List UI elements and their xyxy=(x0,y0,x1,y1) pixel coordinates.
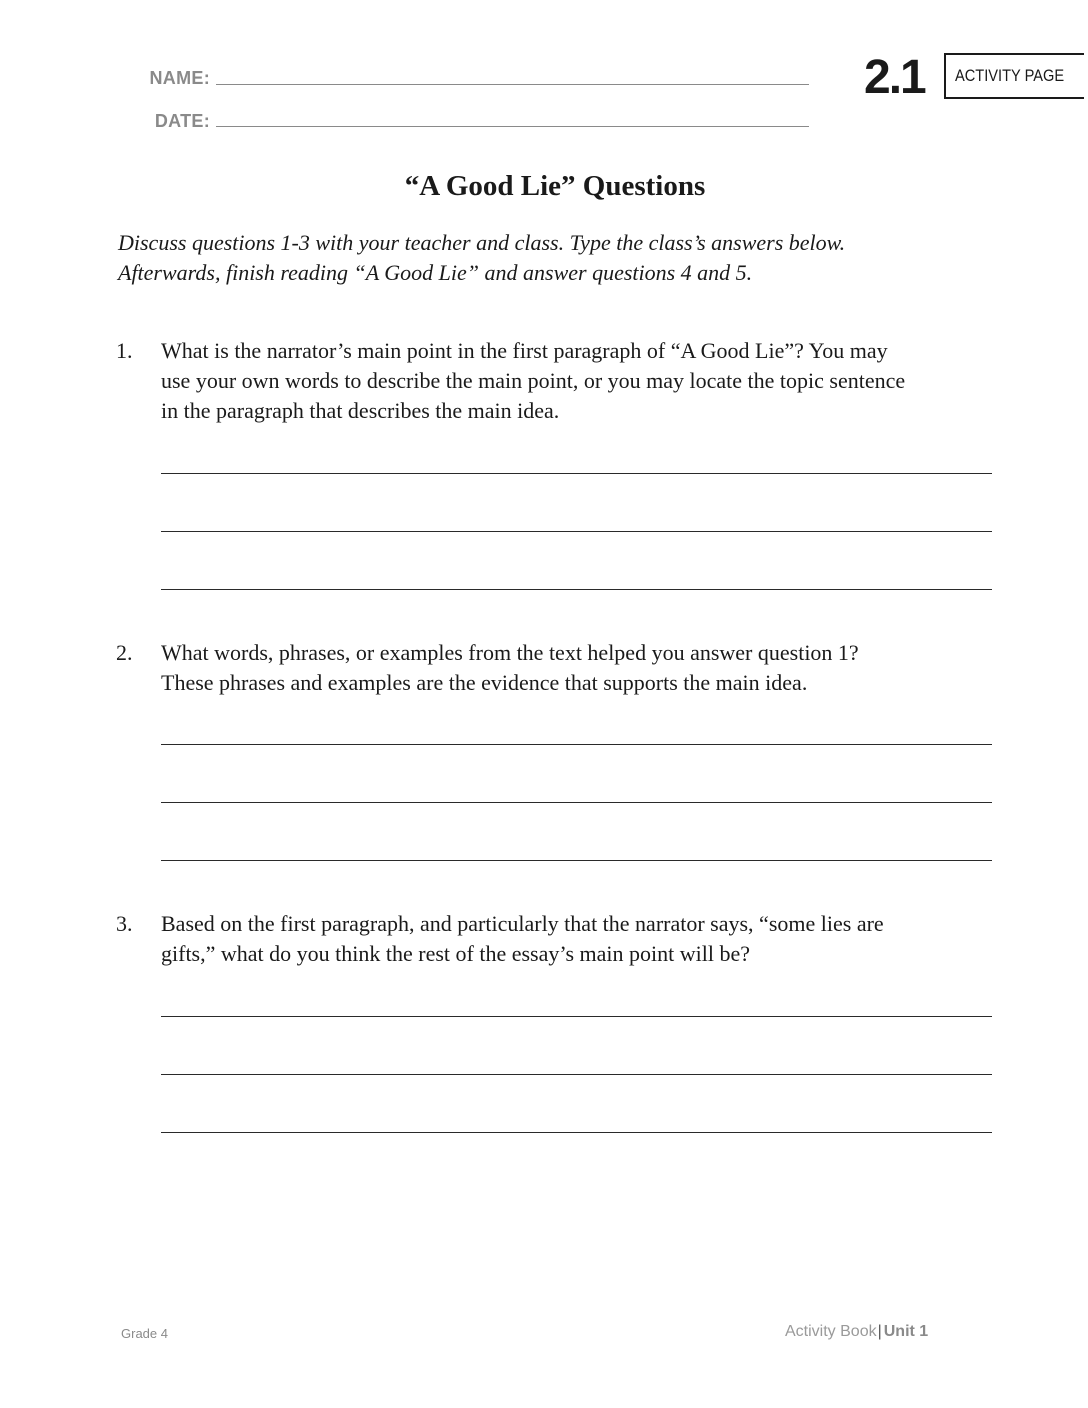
question-number: 1. xyxy=(116,338,133,363)
instructions xyxy=(118,228,978,288)
answer-line[interactable] xyxy=(161,531,992,532)
question-number: 3. xyxy=(116,911,133,936)
date-label: DATE: xyxy=(154,111,210,131)
page-number: 2.1 xyxy=(864,51,925,104)
answer-line[interactable] xyxy=(161,802,992,803)
question-line: These phrases and examples are the evidence that supports the main idea. xyxy=(161,670,808,695)
question-line: gifts,” what do you think the rest of the essay’s main point will be? xyxy=(161,941,751,966)
question-line: Based on the first paragraph, and particularly that the narrator says, “some lies are xyxy=(161,911,884,936)
footer-book-info xyxy=(785,1323,928,1341)
answer-line[interactable] xyxy=(161,473,992,474)
footer-grade: Grade 4 xyxy=(121,1326,168,1341)
question-line: What is the narrator’s main point in the first paragraph of “A Good Lie”? You may xyxy=(161,338,888,363)
question-text xyxy=(161,638,1011,698)
activity-page-tab xyxy=(944,53,1084,99)
answer-line[interactable] xyxy=(161,1132,992,1133)
question-line: use your own words to describe the main point, or you may locate the topic sentence xyxy=(161,368,906,393)
answer-line[interactable] xyxy=(161,860,992,861)
name-label: NAME: xyxy=(149,68,210,88)
answer-line[interactable] xyxy=(161,1074,992,1075)
date-field[interactable] xyxy=(216,126,809,127)
instructions-line: Afterwards, finish reading “A Good Lie” and answer questions 4 and 5. xyxy=(118,260,753,285)
footer-unit: Unit 1 xyxy=(883,1323,929,1340)
question-text xyxy=(161,336,1011,426)
instructions-line: Discuss questions 1-3 with your teacher and class. Type the class’s answers below. xyxy=(118,230,846,255)
activity-page-label: ACTIVITY PAGE xyxy=(955,66,1065,85)
question-line: in the paragraph that describes the main idea. xyxy=(161,398,560,423)
answer-line[interactable] xyxy=(161,744,992,745)
question-text xyxy=(161,909,1011,969)
footer-separator: | xyxy=(877,1323,882,1340)
name-field[interactable] xyxy=(216,84,809,85)
answer-line[interactable] xyxy=(161,1016,992,1017)
question-number: 2. xyxy=(116,640,133,665)
worksheet-title: “A Good Lie” Questions xyxy=(404,170,706,202)
question-line: What words, phrases, or examples from the text helped you answer question 1? xyxy=(161,640,859,665)
footer-book-title: Activity Book xyxy=(785,1323,877,1340)
answer-line[interactable] xyxy=(161,589,992,590)
